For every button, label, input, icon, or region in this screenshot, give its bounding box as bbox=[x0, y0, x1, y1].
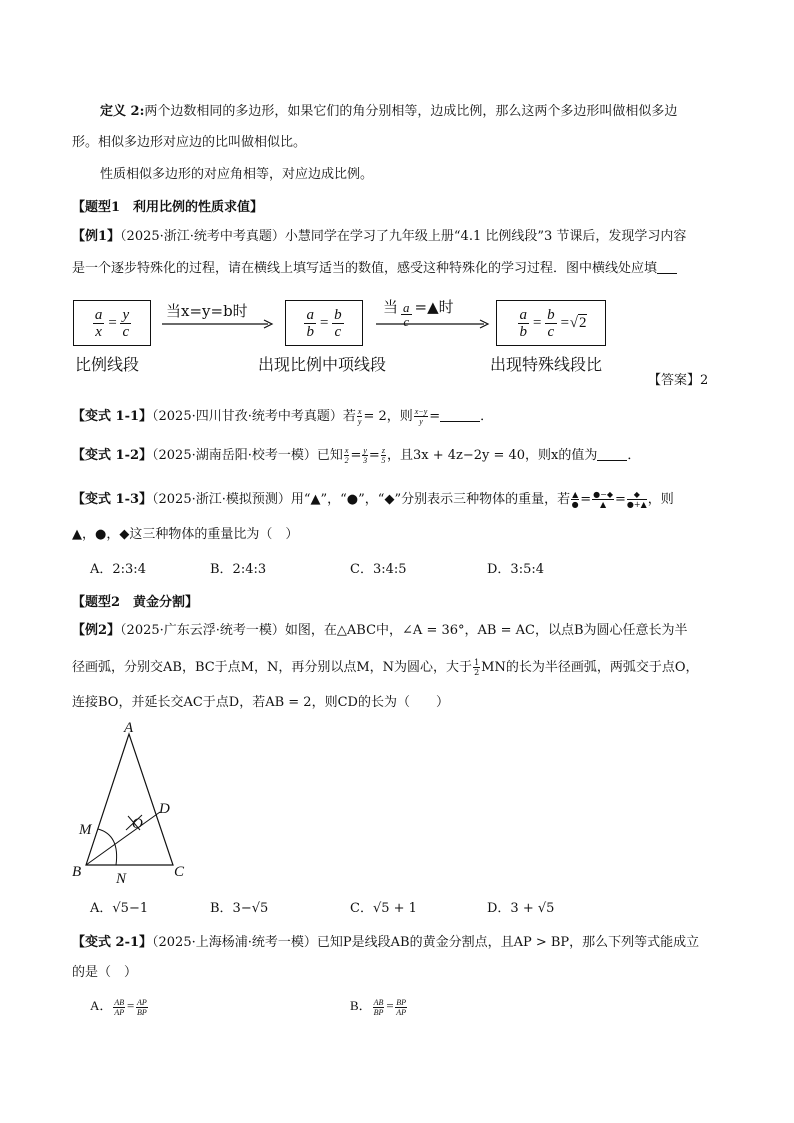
flow-box-3: a b = b c =√ 2 bbox=[496, 300, 606, 346]
property-text: 性质相似多边形的对应角相等，对应边成比例。 bbox=[100, 167, 374, 182]
flow-box-1: a x = y c bbox=[73, 300, 151, 346]
label-b: B bbox=[72, 864, 82, 880]
ex1-line-1 bbox=[72, 222, 732, 252]
flow-box-2: a b = b c bbox=[285, 300, 363, 346]
flow-box-2-label: 出现比例中项线段 bbox=[258, 355, 387, 374]
flow-arrow-2-label: 当 $\frac{a}{c}$ =▲时 bbox=[383, 298, 454, 329]
ex1-answer: 【答案】2 bbox=[648, 373, 709, 388]
triangle-figure bbox=[70, 720, 200, 885]
definition-text-2: 形。相似多边形对应边的比叫做相似比。 bbox=[72, 135, 307, 150]
label-a: A bbox=[124, 720, 134, 736]
definition-label: 定义 2: bbox=[100, 104, 145, 119]
arc-mn bbox=[98, 829, 117, 865]
v21-option-b[interactable]: B． $\frac{AB}{BP}$ = $\frac{BP}{AP}$ bbox=[350, 997, 407, 1017]
ex2-option-c[interactable]: C．√5 + 1 bbox=[350, 901, 417, 916]
v21-option-a[interactable]: A． $\frac{AB}{AP}$ = $\frac{AP}{BP}$ bbox=[90, 997, 147, 1017]
label-d: D bbox=[159, 801, 170, 817]
label-o: O bbox=[132, 816, 143, 832]
v13-line-2: ▲，●，◆这三种物体的重量比为（ ） bbox=[72, 527, 299, 542]
v13-line-1: 【变式 1-3】（2025·浙江·模拟预测）用“▲”，“●”，“◆”分别表示三种物体的重量，若 $\frac{▲}{●}$ = $\frac{●-◆}{▲}$ = $\frac{◆}{●+▲}$ ，则 bbox=[72, 490, 674, 509]
ex2-line-3: 连接BO，并延长交AC于点D，若AB = 2，则CD的长为（ ） bbox=[72, 695, 449, 710]
v21-line-1: 【变式 2-1】（2025·上海杨浦·统考一模）已知P是线段AB的黄金分割点，且AP > BP，那么下列等式能成立 bbox=[72, 935, 700, 950]
type1-title: 【题型1 利用比例的性质求值】 bbox=[72, 200, 264, 215]
ex2-option-a[interactable]: A．√5−1 bbox=[90, 901, 149, 916]
flow-arrow-1-label: 当x=y=b时 bbox=[166, 302, 248, 320]
v21-line-2: 的是（ ） bbox=[72, 965, 138, 980]
v13-option-b[interactable]: B．2:4:3 bbox=[210, 562, 267, 577]
ex2-option-b[interactable]: B．3−√5 bbox=[210, 901, 269, 916]
ex1-source: （2025·浙江·统考中考真题） bbox=[120, 229, 285, 244]
flow-box-3-label: 出现特殊线段比 bbox=[490, 355, 603, 374]
label-c: C bbox=[174, 864, 185, 880]
ex1-tag: 【例1】 bbox=[72, 229, 121, 244]
label-n: N bbox=[116, 871, 127, 885]
triangle-abc bbox=[86, 734, 173, 865]
v12-line: 【变式 1-2】（2025·湖南岳阳·校考一模）已知 $\frac{x}{2}$ = $\frac{y}{3}$ = $\frac{z}{5}$ ，且3x + 4z−2y = 40，则x的值为 ． bbox=[72, 446, 641, 465]
v11-line: 【变式 1-1】（2025·四川甘孜·统考中考真题）若 $\frac{x}{y}$ = 2，则 $\frac{x-y}{y}$ = ． bbox=[72, 407, 494, 426]
ex2-line-2: 径画弧，分别交AB，BC于点M，N，再分别以点M，N为圆心，大于 $\frac{1}{2}$ MN的长为半径画弧，两弧交于点O， bbox=[72, 658, 699, 677]
ex2-line-1: 【例2】（2025·广东云浮·统考一模）如图，在△ABC中，∠A = 36°，AB = AC，以点B为圆心任意长为半 bbox=[72, 623, 688, 638]
v13-option-c[interactable]: C．3:4:5 bbox=[350, 562, 407, 577]
definition-text-1: 两个边数相同的多边形，如果它们的角分别相等，边成比例，那么这两个多边形叫做相似多边 bbox=[144, 104, 678, 119]
ex2-option-d[interactable]: D．3 + √5 bbox=[487, 901, 555, 916]
ex1-line-2 bbox=[72, 254, 732, 284]
flow-box-1-label: 比例线段 bbox=[75, 355, 140, 374]
segment-bd bbox=[86, 812, 160, 865]
type2-title: 【题型2 黄金分割】 bbox=[72, 595, 199, 610]
v13-option-d[interactable]: D．3:5:4 bbox=[487, 562, 544, 577]
definition-line-1 bbox=[72, 97, 732, 127]
ex1-text-2: 是一个逐步特殊化的过程，请在横线上填写适当的数值，感受这种特殊化的学习过程．图中横线处应填 bbox=[72, 261, 658, 276]
ex1-blank bbox=[657, 259, 677, 274]
label-m: M bbox=[79, 822, 92, 838]
flow-arrow-1 bbox=[160, 318, 275, 330]
v13-option-a[interactable]: A．2:3:4 bbox=[90, 562, 146, 577]
flow-arrow-2 bbox=[374, 318, 492, 330]
ex1-text-1: 小慧同学在学习了九年级上册“4.1 比例线段”3 节课后，发现学习内容 bbox=[284, 229, 687, 244]
